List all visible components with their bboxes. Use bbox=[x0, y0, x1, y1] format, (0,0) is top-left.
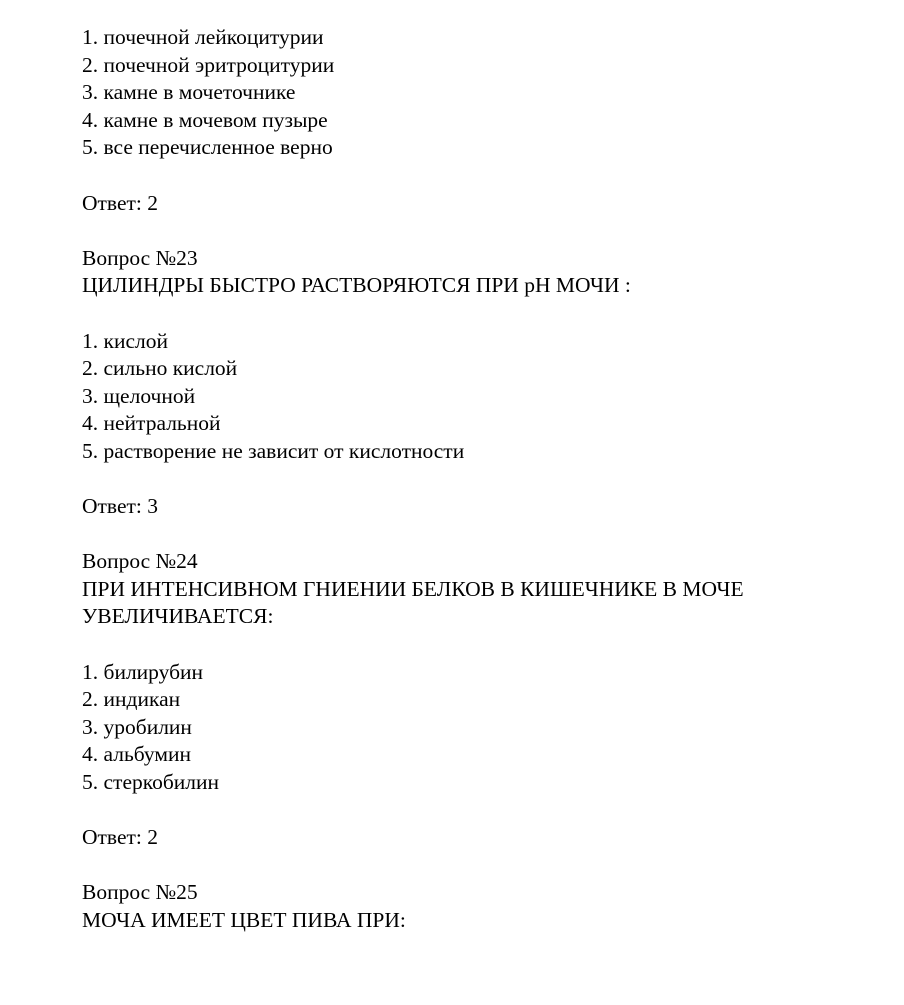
spacer bbox=[82, 217, 882, 245]
spacer bbox=[82, 162, 882, 190]
question-title: ЦИЛИНДРЫ БЫСТРО РАСТВОРЯЮТСЯ ПРИ pH МОЧИ : bbox=[82, 273, 631, 298]
option-4: 4. нейтральной bbox=[82, 411, 221, 436]
option-3: 3. камне в мочеточнике bbox=[82, 80, 296, 105]
question-24 bbox=[82, 548, 882, 852]
spacer bbox=[82, 852, 882, 880]
option-4: 4. камне в мочевом пузыре bbox=[82, 107, 328, 132]
question-25 bbox=[82, 879, 882, 934]
question-number: Вопрос №23 bbox=[82, 245, 198, 270]
option-2: 2. индикан bbox=[82, 687, 181, 712]
spacer bbox=[82, 521, 882, 549]
document-page bbox=[82, 24, 882, 935]
option-1: 1. кислой bbox=[82, 328, 168, 353]
answer-22: Ответ: 2 bbox=[82, 190, 158, 215]
question-number: Вопрос №24 bbox=[82, 549, 198, 574]
question-22-options bbox=[82, 24, 882, 162]
answer-24: Ответ: 2 bbox=[82, 825, 158, 850]
option-1: 1. почечной лейкоцитурии bbox=[82, 25, 324, 49]
option-5: 5. растворение не зависит от кислотности bbox=[82, 438, 465, 463]
option-5: 5. все перечисленное верно bbox=[82, 135, 333, 160]
option-2: 2. почечной эритроцитурии bbox=[82, 52, 335, 77]
question-title-line-2: УВЕЛИЧИВАЕТСЯ: bbox=[82, 604, 274, 629]
answer-23: Ответ: 3 bbox=[82, 494, 158, 519]
spacer bbox=[82, 300, 882, 328]
option-2: 2. сильно кислой bbox=[82, 356, 238, 381]
option-1: 1. билирубин bbox=[82, 659, 204, 684]
question-title: МОЧА ИМЕЕТ ЦВЕТ ПИВА ПРИ: bbox=[82, 908, 406, 932]
question-number: Вопрос №25 bbox=[82, 880, 198, 905]
question-title-line-1: ПРИ ИНТЕНСИВНОМ ГНИЕНИИ БЕЛКОВ В КИШЕЧНИКЕ В МОЧЕ bbox=[82, 576, 744, 601]
option-3: 3. щелочной bbox=[82, 383, 196, 408]
option-5: 5. стеркобилин bbox=[82, 770, 220, 795]
option-4: 4. альбумин bbox=[82, 742, 191, 767]
spacer bbox=[82, 631, 882, 659]
question-23 bbox=[82, 245, 882, 521]
spacer bbox=[82, 797, 882, 825]
option-3: 3. уробилин bbox=[82, 714, 192, 739]
spacer bbox=[82, 466, 882, 494]
